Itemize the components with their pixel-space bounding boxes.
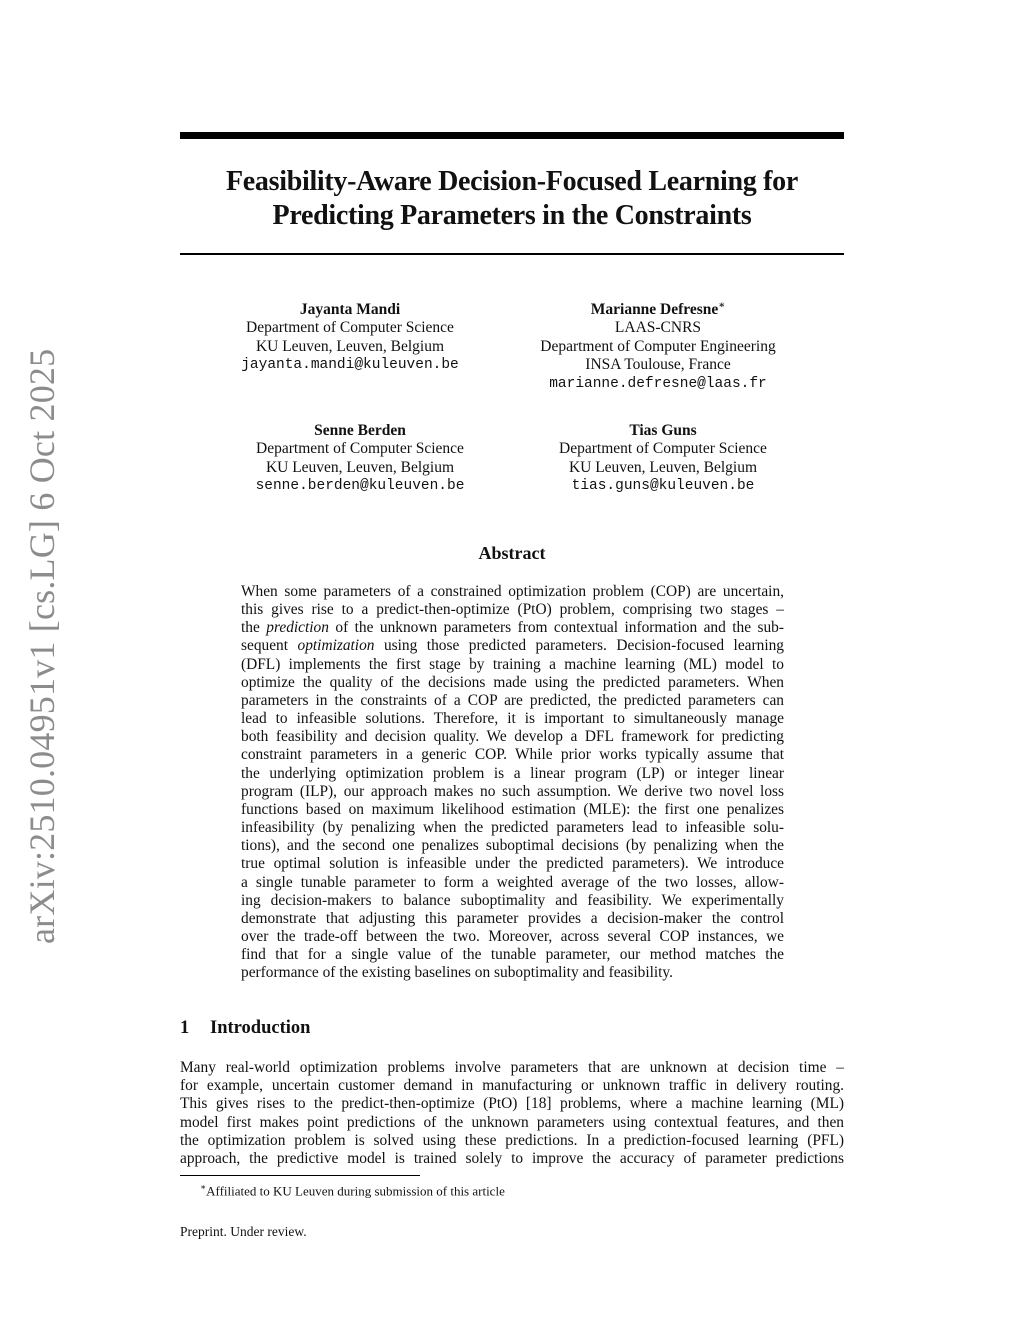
emphasized-term: prediction [266, 619, 329, 637]
abstract-line: sequent optimization using those predicted parameters. Decision-focused learning [241, 637, 784, 655]
title-line: Feasibility-Aware Decision-Focused Learning for [225, 166, 798, 197]
author-affiliation: LAAS-CNRS [614, 319, 702, 337]
abstract-line: constraint parameters in a generic COP. While prior works typically assume that [241, 746, 784, 764]
abstract-line: find that for a single value of the tunable parameter, our method matches the [241, 946, 784, 964]
abstract-line: ing decision-makers to balance suboptimality and feasibility. We experimentally [241, 891, 784, 909]
abstract-line: infeasibility (by penalizing when the predicted parameters lead to infeasible solu- [241, 819, 784, 837]
author-name: Marianne Defresne [590, 301, 719, 318]
abstract-line: both feasibility and decision quality. We develop a DFL framework for predicting [241, 728, 784, 746]
abstract-line: true optimal solution is infeasible under the predicted parameters). We introduce [241, 855, 784, 873]
author-name: Jayanta Mandi [299, 301, 401, 318]
author-email[interactable]: marianne.defresne@laas.fr [549, 375, 767, 392]
abstract-line: this gives rise to a predict-then-optimize (PtO) problem, comprising two stages – [241, 601, 784, 619]
abstract-heading: Abstract [478, 543, 546, 563]
author-block [200, 301, 500, 375]
author-affiliation: Department of Computer Science [559, 440, 767, 458]
preprint-note: Preprint. Under review. [180, 1224, 307, 1239]
footnote-rule [180, 1175, 420, 1176]
author-name: Senne Berden [314, 422, 406, 439]
abstract-line: parameters in the constraints of a COP are predicted, the predicted parameters can [241, 691, 784, 709]
abstract-line: performance of the existing baselines on suboptimality and feasibility. [241, 964, 673, 982]
abstract-line: program (ILP), our approach makes no such assumption. We derive two novel loss [241, 782, 784, 800]
title-bottom-rule [180, 253, 844, 255]
section-number: 1 [180, 1018, 190, 1038]
abstract-line: the prediction of the unknown parameters from contextual information and the sub- [241, 619, 784, 637]
section-heading [180, 1017, 310, 1039]
footnote-marker: ∗ [200, 1182, 207, 1192]
abstract-line: When some parameters of a constrained optimization problem (COP) are uncertain, [241, 583, 784, 600]
author-block [210, 422, 510, 496]
abstract-line: the underlying optimization problem is a linear program (LP) or integer linear [241, 764, 784, 782]
body-line: model first makes point predictions of the unknown parameters using contextual features, and then [180, 1113, 844, 1131]
abstract-line: functions based on maximum likelihood estimation (MLE): the first one penalizes [241, 800, 784, 818]
body-line: the optimization problem is solved using these predictions. In a prediction-focused learning (PFL) [180, 1131, 844, 1149]
author-name-row [508, 301, 808, 319]
arxiv-identifier: arXiv:2510.04951v1 [cs.LG] 6 Oct 2025 [22, 348, 62, 944]
emphasized-term: optimization [297, 637, 375, 655]
abstract-line: tions), and the second one penalizes suboptimal decisions (by penalizing when the [241, 837, 784, 855]
body-line: for example, uncertain customer demand in manufacturing or unknown traffic in delivery routing. [180, 1077, 844, 1095]
abstract-body [241, 583, 784, 982]
author-name: Tias Guns [629, 422, 697, 439]
abstract-line: a single tunable parameter to form a weighted average of the two losses, allow- [241, 873, 784, 891]
author-affiliation: Department of Computer Science [246, 319, 454, 337]
author-email[interactable]: senne.berden@kuleuven.be [255, 478, 465, 495]
footnote [200, 1179, 505, 1199]
section-title: Introduction [210, 1018, 311, 1038]
abstract-line: lead to infeasible solutions. Therefore, it is important to simultaneously manage [241, 710, 784, 728]
author-affiliation: Department of Computer Engineering [540, 337, 776, 355]
abstract-line: optimize the quality of the decisions made using the predicted parameters. When [241, 673, 784, 691]
author-email[interactable]: tias.guns@kuleuven.be [571, 478, 755, 495]
abstract-line: (DFL) implements the first stage by training a machine learning (ML) model to [241, 655, 784, 673]
author-affiliation: Department of Computer Science [256, 440, 464, 458]
author-affiliation: KU Leuven, Leuven, Belgium [255, 337, 445, 355]
abstract-line: over the trade-off between the two. Moreover, across several COP instances, we [241, 927, 784, 945]
abstract-line: demonstrate that adjusting this parameter provides a decision-maker the control [241, 909, 784, 927]
footnote-marker: ∗ [718, 299, 726, 311]
author-block [508, 301, 808, 393]
body-line: Many real-world optimization problems involve parameters that are unknown at decision time – [180, 1059, 844, 1076]
author-affiliation: KU Leuven, Leuven, Belgium [568, 458, 758, 476]
body-line: approach, the predictive model is trained solely to improve the accuracy of parameter predictions [180, 1150, 844, 1168]
author-block [513, 422, 813, 496]
author-affiliation: KU Leuven, Leuven, Belgium [265, 458, 455, 476]
author-email[interactable]: jayanta.mandi@kuleuven.be [241, 357, 459, 374]
introduction-paragraph [180, 1059, 844, 1168]
body-line: This gives rises to the predict-then-optimize (PtO) [18] problems, where a machine learning (ML) [180, 1095, 844, 1113]
title-top-rule [180, 132, 844, 139]
footnote-text: Affiliated to KU Leuven during submission of this article [206, 1183, 505, 1199]
author-affiliation: INSA Toulouse, France [585, 356, 731, 374]
paper-title [180, 165, 844, 233]
title-line: Predicting Parameters in the Constraints [272, 200, 752, 231]
